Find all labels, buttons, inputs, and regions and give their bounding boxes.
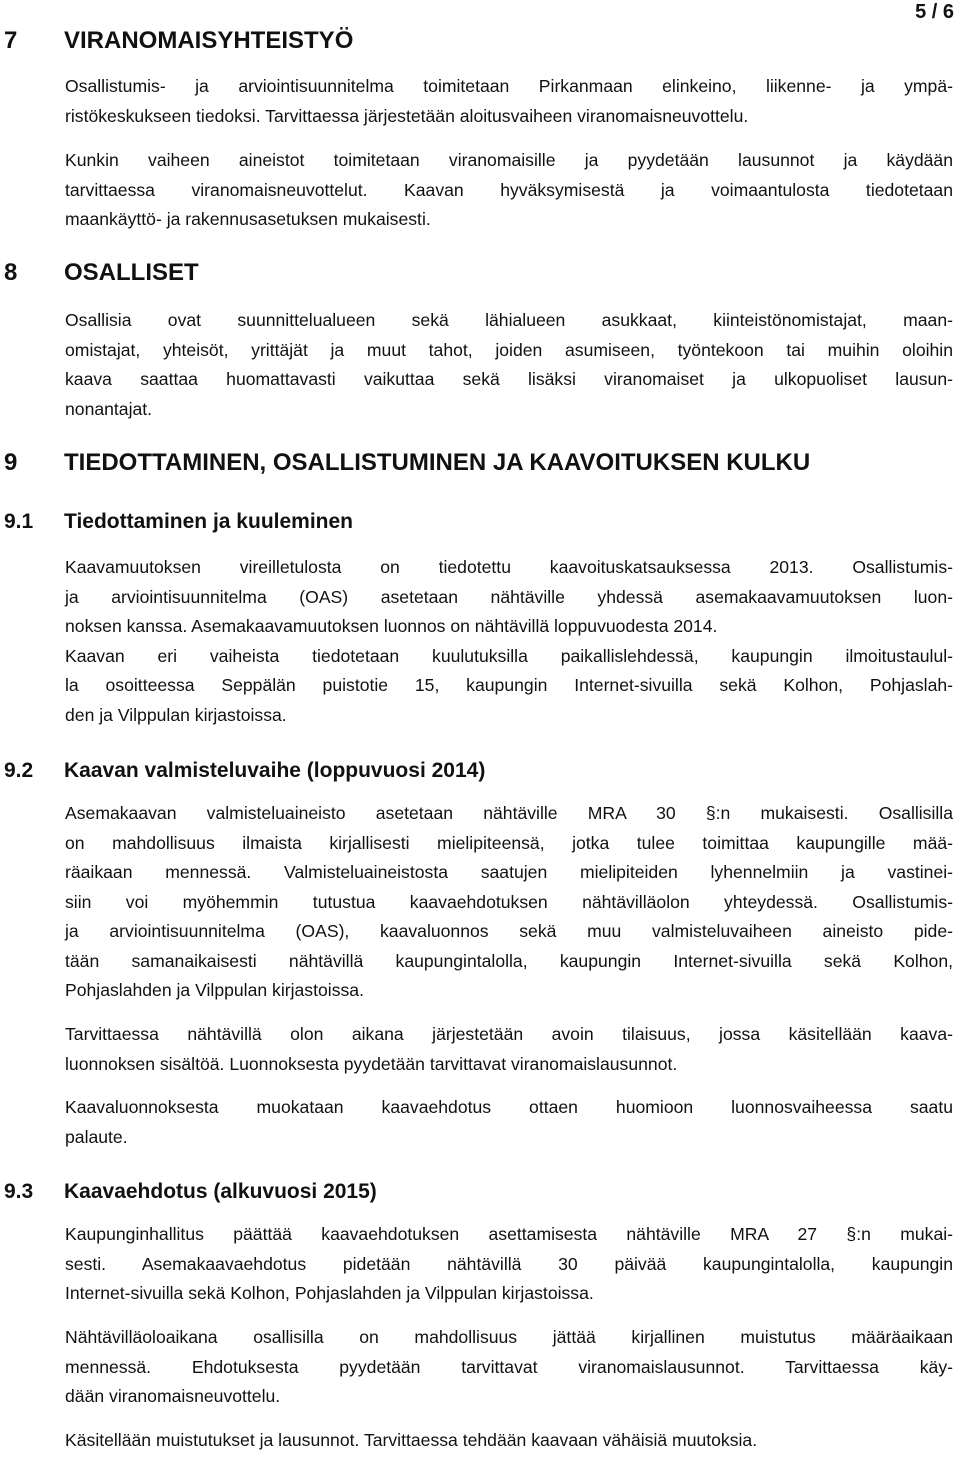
subsection-title: Kaavan valmisteluvaihe (loppuvuosi 2014) — [64, 759, 486, 782]
section-number: 9 — [4, 449, 18, 476]
subsection-9-2-paragraph-1 — [65, 799, 953, 1006]
text-line: luonnoksen sisältöä. Luonnoksesta pyydetään tarvittavat viranomaislausunnot. — [65, 1053, 678, 1074]
subsection-number: 9.2 — [4, 759, 34, 782]
subsection-number: 9.1 — [4, 510, 34, 533]
text-line: Kunkin vaiheen aineistot toimitetaan viranomaisille ja pyydetään lausunnot ja käydään — [65, 150, 953, 170]
subsection-9-2-paragraph-3 — [65, 1093, 953, 1152]
text-line: Nähtävilläoloaikana osallisilla on mahdollisuus jättää kirjallinen muistutus määräaikaan — [65, 1327, 953, 1347]
text-line: palaute. — [65, 1126, 128, 1147]
text-line: noksen kanssa. Asemakaavamuutoksen luonnos on nähtävillä loppuvuodesta 2014. — [65, 616, 718, 636]
text-line: tään samanaikaisesti nähtävillä kaupungintalolla, kaupungin Internet-sivuilla sekä Kolhon, — [65, 950, 953, 971]
text-line: räaikaan mennessä. Valmisteluaineistosta saatujen mielipiteiden lyhennelmiin ja vastinei- — [65, 862, 953, 882]
text-line: den ja Vilppulan kirjastoissa. — [65, 704, 287, 725]
section-8-heading — [4, 258, 944, 288]
subsection-9-3-paragraph-3 — [65, 1426, 953, 1456]
text-line: sesti. Asemakaavaehdotus pidetään nähtävillä 30 päivää kaupungintalolla, kaupungin — [65, 1253, 953, 1274]
text-line: ja arviointisuunnitelma (OAS), kaavaluonnos sekä muu valmisteluvaiheen aineisto pide- — [65, 921, 953, 941]
section-title: VIRANOMAISYHTEISTYÖ — [64, 27, 354, 54]
subsection-9-1-paragraph-1 — [65, 553, 953, 730]
text-line: Internet-sivuilla sekä Kolhon, Pohjaslahden ja Vilppulan kirjastoissa. — [65, 1283, 594, 1303]
text-line: omistajat, yhteisöt, yrittäjät ja muut tahot, joiden asumiseen, työntekoon tai muihin oloihin — [65, 339, 953, 360]
text-line: la osoitteessa Seppälän puistotie 15, kaupungin Internet-sivuilla sekä Kolhon, Pohjaslah- — [65, 675, 953, 695]
section-title: OSALLISET — [64, 259, 199, 286]
text-line: kaava saattaa huomattavasti vaikuttaa sekä lisäksi viranomaiset ja ulkopuoliset lausun- — [65, 369, 953, 389]
text-line: on mahdollisuus ilmaista kirjallisesti mielipiteensä, jotka tulee toimittaa kaupungille mää- — [65, 832, 953, 853]
subsection-9-2-heading — [4, 757, 944, 785]
section-title: TIEDOTTAMINEN, OSALLISTUMINEN JA KAAVOITUKSEN KULKU — [64, 449, 811, 476]
text-line: Osallisia ovat suunnittelualueen sekä lähialueen asukkaat, kiinteistönomistajat, maan- — [65, 310, 953, 330]
page-number: 5 / 6 — [915, 1, 954, 23]
subsection-9-3-paragraph-1 — [65, 1220, 953, 1309]
text-line: Osallistumis- ja arviointisuunnitelma toimitetaan Pirkanmaan elinkeino, liikenne- ja ympä- — [65, 76, 953, 96]
subsection-9-3-heading — [4, 1178, 944, 1206]
subsection-title: Tiedottaminen ja kuuleminen — [64, 510, 353, 533]
subsection-9-3-paragraph-2 — [65, 1323, 953, 1412]
text-line: Kaavan eri vaiheista tiedotetaan kuulutuksilla paikallislehdessä, kaupungin ilmoitustaulul- — [65, 645, 953, 666]
section-9-heading — [4, 448, 944, 478]
text-line: tarvittaessa viranomaisneuvottelut. Kaavan hyväksymisestä ja voimaantulosta tiedotetaan — [65, 179, 953, 200]
text-line: Käsitellään muistutukset ja lausunnot. Tarvittaessa tehdään kaavaan vähäisiä muutoksia. — [65, 1430, 758, 1450]
section-7-heading — [4, 26, 944, 56]
section-number: 8 — [4, 259, 18, 286]
text-line: siin voi myöhemmin tutustua kaavaehdotuksen nähtävilläolon yhteydessä. Osallistumis- — [65, 891, 953, 912]
text-line: Kaavaluonnoksesta muokataan kaavaehdotus ottaen huomioon luonnosvaiheessa saatu — [65, 1097, 953, 1117]
text-line: Tarvittaessa nähtävillä olon aikana järjestetään avoin tilaisuus, jossa käsitellään kaava- — [65, 1024, 953, 1044]
section-7-paragraph-1 — [65, 72, 953, 131]
text-line: Kaavamuutoksen vireilletulosta on tiedotettu kaavoituskatsauksessa 2013. Osallistumis- — [65, 557, 953, 577]
text-line: Pohjaslahden ja Vilppulan kirjastoissa. — [65, 980, 364, 1000]
text-line: Kaupunginhallitus päättää kaavaehdotuksen asettamisesta nähtäville MRA 27 §:n mukai- — [65, 1224, 953, 1244]
text-line: ja arviointisuunnitelma (OAS) asetetaan nähtäville yhdessä asemakaavamuutoksen luon- — [65, 586, 953, 607]
subsection-title: Kaavaehdotus (alkuvuosi 2015) — [64, 1180, 377, 1203]
text-line: mennessä. Ehdotuksesta pyydetään tarvittavat viranomaislausunnot. Tarvittaessa käy- — [65, 1356, 953, 1377]
text-line: maankäyttö- ja rakennusasetuksen mukaisesti. — [65, 209, 431, 229]
text-line: nonantajat. — [65, 398, 153, 419]
subsection-number: 9.3 — [4, 1180, 34, 1203]
subsection-9-1-heading — [4, 508, 944, 536]
text-line: Asemakaavan valmisteluaineisto asetetaan nähtäville MRA 30 §:n mukaisesti. Osallisilla — [65, 803, 953, 823]
text-line: ristökeskukseen tiedoksi. Tarvittaessa järjestetään aloitusvaiheen viranomaisneuvottelu. — [65, 105, 749, 126]
section-number: 7 — [4, 27, 18, 54]
section-7-paragraph-2 — [65, 146, 953, 235]
section-8-paragraph-1 — [65, 306, 953, 424]
text-line: dään viranomaisneuvottelu. — [65, 1386, 281, 1406]
subsection-9-2-paragraph-2 — [65, 1020, 953, 1079]
